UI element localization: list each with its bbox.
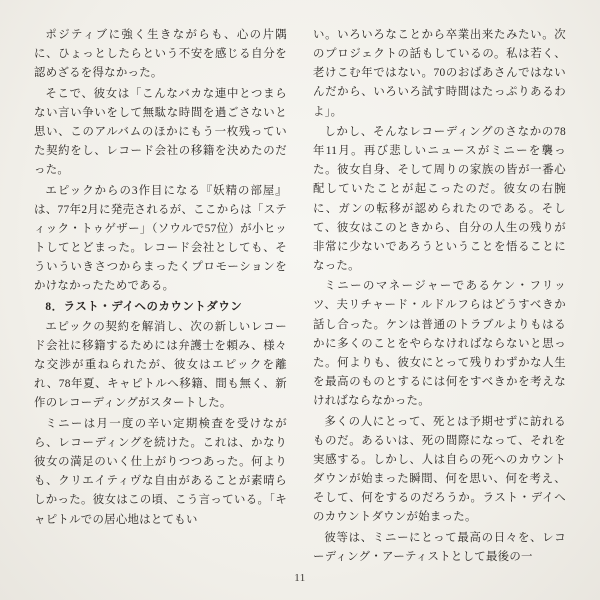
section-heading: 8．ラスト・デイへのカウントダウン bbox=[45, 300, 243, 313]
paragraph: い。いろいろなことから卒業出来たみたい。次のプロジェクトの話もしているの。私は若く、老けこむ年ではない。70のおばあさんではないんだから、いろいろ試す時間はたっぷりあるわよ」。 bbox=[313, 29, 566, 118]
left-column bbox=[34, 26, 287, 546]
page-number: 11 bbox=[294, 572, 306, 584]
right-column bbox=[313, 26, 566, 563]
paragraph: ポジティブに強く生きながらも、心の片隅に、ひょっとしたらという不安を感じる自分を認めざるを得なかった。 bbox=[34, 29, 287, 80]
paragraph: エピックの契約を解消し、次の新しいレコード会社に移籍するためには弁護士を頼み、様々な交渉が重ねられたが、彼女はエピックを離れ、78年夏、キャピトルへ移籍、間も無く、新作のレコーディングがスタートした。 bbox=[34, 320, 287, 410]
paragraph: そこで、彼女は「こんなバカな連中とつまらない言い争いをして無駄な時間を過ごさないと思い、このアルバムのほかにもう一枚残っていた契約をし、レコード会社の移籍を決めたのだった。 bbox=[34, 87, 287, 177]
text-columns bbox=[34, 26, 566, 563]
paragraph: ミニーは月一度の辛い定期検査を受けながら、レコーディングを続けた。これは、かなり彼女の満足のいく仕上がりつつあった。何よりも、クリエイティヴな自由があることが素晴らしかった。彼女はこの頃、こう言っている。「キャピトルでの居心地はとてもい bbox=[34, 417, 287, 526]
paragraph: ミニーのマネージャーであるケン・フリッツ、夫リチャード・ルドルフらはどうすべきか話し合った。ケンは普通のトラブルよりもはるかに多くのことをやらなければならないと思った。何よりも、彼女にとって残りわずかな人生を最高のものとするには何をすべきかを考えなければならなかった。 bbox=[313, 280, 566, 408]
paragraph: しかし、そんなレコーディングのさなかの78年11月。再び悲しいニュースがミニーを襲った。彼女自身、そして周りの家族の皆が一番心配していたことが起こったのだ。彼女の右腕に、ガンの転移が認められたのである。そして、彼女はこのときから、自分の人生の残りが非常に少ないであろうということを悟ることになった。 bbox=[313, 125, 566, 272]
paragraph: 多くの人にとって、死とは予期せずに訪れるものだ。あるいは、死の間際になって、それを実感する。しかし、人は自らの死へのカウントダウンが始まった瞬間、何を思い、何を考え、そして、何をするのだろうか。ラスト・デイへのカウントダウンが始まった。 bbox=[313, 415, 566, 524]
paragraph: 彼等は、ミニーにとって最高の日々を、レコーディング・アーティストとして最後の一 bbox=[313, 531, 566, 563]
paragraph: エピックからの3作目になる『妖精の部屋』は、77年2月に発売されるが、ここからは「スティック・トゥゲザー」（ソウルで57位）が小ヒットしてとどまった。レコード会社としても、そういういきさつからまったくプロモーションをかけなかったためである。 bbox=[34, 184, 287, 293]
